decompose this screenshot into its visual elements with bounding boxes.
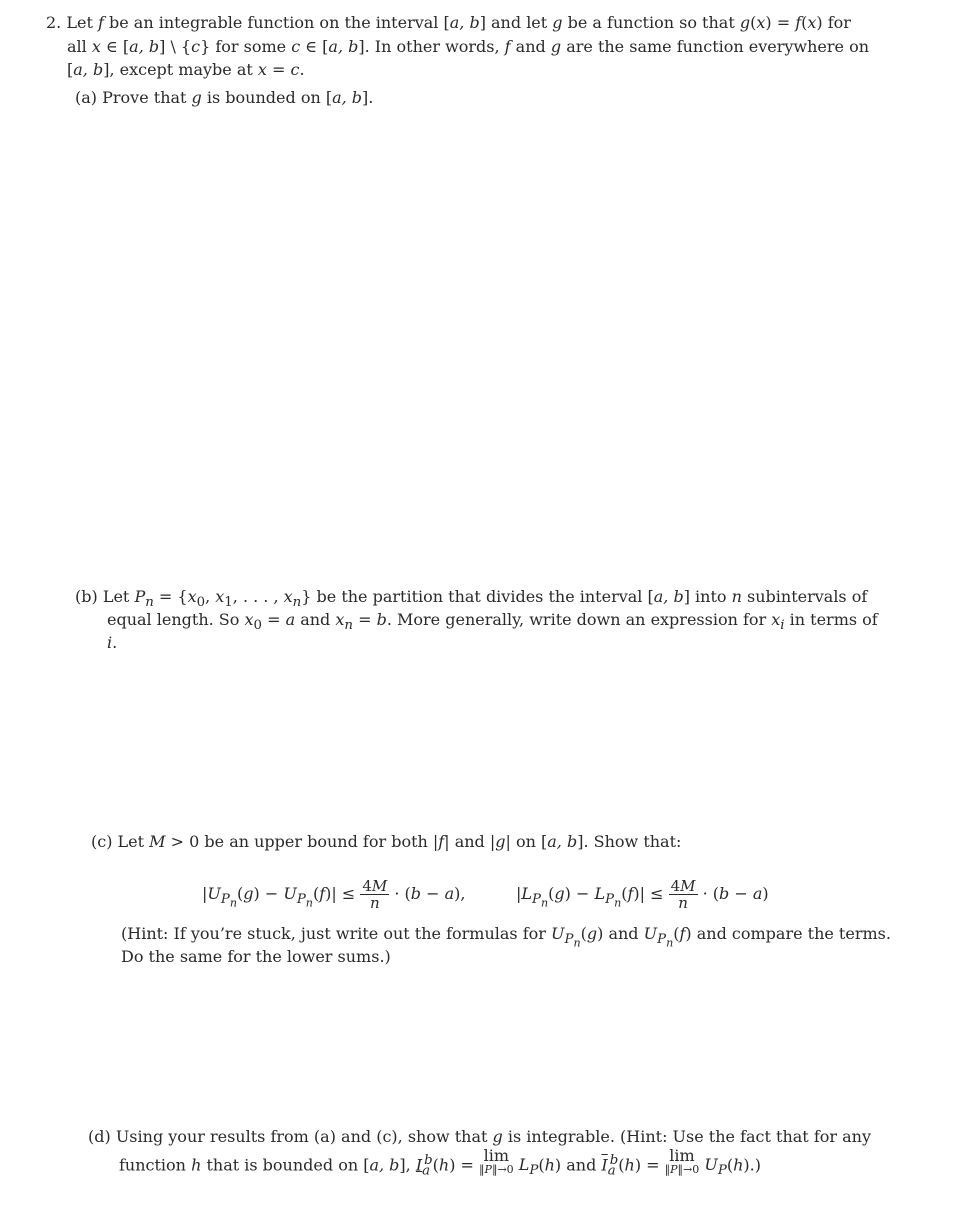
part-c-equation-right: $|L_{P_n}(g) - L_{P_n}(f)|$ ≤ $\frac{4M}{n}$ · (b − a) — [516, 877, 769, 912]
problem-intro-line-2: all x ∈ [a, b] \ {c} for some c ∈ [a, b]. In other words, f and g are the same function everywhere on — [67, 37, 870, 56]
part-c-hint-line-1: (Hint: If you’re stuck, just write out the formulas for $U_{P_n}(g)$ and $U_{P_n}(f)$ and compare the terms. — [121, 924, 891, 950]
problem-intro-line-3: [a, b], except maybe at x = c. — [67, 60, 305, 79]
part-c-label: (c) — [91, 832, 113, 851]
part-d-line-1: (d) Using your results from (a) and (c), show that g is integrable. (Hint: Use the fact that for any — [88, 1127, 871, 1146]
part-d-line-2: function h that is bounded on [a, b], $I_a^b(h)$ = lim ‖P‖→0 $L_P(h)$ and $\overline{I}_a^b(h)$ = lim ‖P‖→0 $U_P(h)$.) — [119, 1146, 761, 1179]
part-c-line-1: (c) Let M > 0 be an upper bound for both |f| and |g| on [a, b]. Show that: — [91, 832, 682, 851]
part-a-line: (a) Prove that g is bounded on [a, b]. — [75, 88, 374, 107]
part-a-label: (a) — [75, 88, 98, 107]
part-b-line-3: i. — [107, 633, 118, 652]
part-b-line-1: (b) Let $P_n = \{x_0$, $x_1$, . . . , $x_n$} be the partition that divides the interval [a, b] into n subintervals of — [75, 587, 868, 611]
part-c-hint-line-2: Do the same for the lower sums.) — [121, 947, 391, 966]
problem-intro-line-1: 2. Let f be an integrable function on the interval [a, b] and let g be a function so that g(x) = f(x) for — [46, 13, 851, 32]
part-b-label: (b) — [75, 587, 98, 606]
part-c-equation-left: $|U_{P_n}(g) - U_{P_n}(f)|$ ≤ $\frac{4M}{n}$ · (b − a), — [202, 877, 466, 912]
part-b-line-2: equal length. So $x_0 = a$ and $x_n = b$. More generally, write down an expression for $x_i$ in terms of — [107, 610, 878, 634]
part-d-label: (d) — [88, 1127, 111, 1146]
problem-number: 2. — [46, 13, 62, 32]
